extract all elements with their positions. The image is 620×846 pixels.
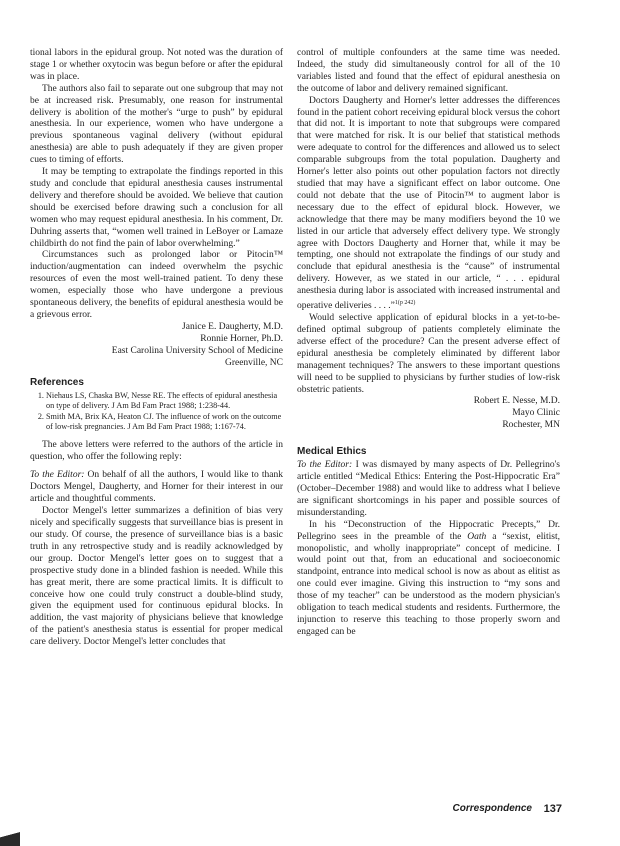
paragraph: The above letters were referred to the authors of the article in question, who offer the following reply: bbox=[30, 439, 283, 462]
paragraph: Would selective application of epidural blocks in a yet-to-be-defined optimal subgroup of patients completely eliminate the adverse effect of the procedure? Can the present adverse effect of epidural anesthesia be completely eliminated by different labor management techniques? The answers to these important questions will need to be supplied to physicians by further studies of low-risk obstetric patients. bbox=[297, 313, 560, 395]
salutation: To the Editor: bbox=[30, 470, 85, 481]
paragraph: control of multiple confounders at the same time was needed. Indeed, the study did simultaneously control for all of the 10 variables listed and found that the effect of epidural anesthesia on the outcome of labor and delivery remained significant. bbox=[297, 48, 560, 94]
references-heading: References bbox=[30, 377, 84, 389]
page-edge-shadow bbox=[0, 820, 20, 846]
section-label: Correspondence bbox=[452, 803, 532, 814]
paragraph-text: I was dismayed by many aspects of Dr. Pellegrino's article entitled “Medical Ethics: Entering the Post-Hippocratic Era” (October–December 1988) and would like to address what I believe are significant shortcomings in his paper and possible sources of misunderstanding. bbox=[297, 460, 560, 518]
paragraph-text: In his “Deconstruction of the Hippocratic Precepts,” Dr. Pellegrino sees in the preamble of the bbox=[297, 519, 560, 542]
paragraph: It may be tempting to extrapolate the findings reported in this study and conclude that epidural anesthesia causes instrumental delivery and therefore should be avoided. We believe that caution should be exercised before drawing such a conclusion for all women who may request epidural anesthesia. In his comment, Dr. Duhring asserts that, “women well trained in LeBoyer or Lamaze childbirth do not find the pain of labor overwhelming.” bbox=[30, 167, 283, 249]
paragraph bbox=[297, 520, 560, 639]
paragraph-text: a “sexist, elitist, monopolistic, and wholly inappropriate” concept of medicine. I would point out that, from an educational and socioeconomic standpoint, entrance into medical school is now as about as elitist as one could ever imagine. Giving this instruction to “my sons and those of my teacher” can be understood as the modern physician's obligation to teach medical students and residents. Furthermore, the injunction to reserve this teaching to those properly sworn and engaged can be bbox=[297, 531, 560, 637]
paragraph bbox=[297, 96, 560, 313]
paragraph bbox=[297, 460, 560, 520]
paragraph: Circumstances such as prolonged labor or Pitocin™ induction/augmentation can indeed overwhelm the psychic resources of even the most well-trained patient. To deny these women, especially those who have undergone a previous spontaneous delivery, the benefits of epidural anesthesia would be a grievous error. bbox=[30, 250, 283, 320]
left-column bbox=[30, 48, 283, 649]
paragraph-text: On behalf of all the authors, I would like to thank Doctors Mengel, Daugherty, and Horner for their interest in our article and thoughtful comments. bbox=[30, 470, 283, 505]
reference-item: 1. Niehaus LS, Chaska BW, Nesse RE. The effects of epidural anesthesia on type of delivery. J Am Bd Fam Pract 1988; 1:238-44. bbox=[46, 391, 283, 411]
author-location: Greenville, NC bbox=[224, 357, 283, 368]
author-name: Janice E. Daugherty, M.D. bbox=[182, 321, 283, 332]
citation: 1(p 242) bbox=[394, 300, 416, 307]
signature-block bbox=[30, 322, 283, 370]
paragraph bbox=[30, 470, 283, 506]
author-affiliation: East Carolina University School of Medicine bbox=[111, 345, 283, 356]
salutation: To the Editor: bbox=[297, 460, 353, 471]
signature-block bbox=[297, 396, 560, 432]
reference-item: 2. Smith MA, Brix KA, Heaton CJ. The influence of work on the outcome of low-risk pregnancies. J Am Bd Fam Pract 1988; 1:167-74. bbox=[46, 412, 283, 432]
paragraph: tional labors in the epidural group. Not noted was the duration of stage 1 or whether oxytocin was begun before or after the epidural was in place. bbox=[30, 48, 283, 82]
author-affiliation: Mayo Clinic bbox=[512, 408, 560, 419]
author-location: Rochester, MN bbox=[502, 420, 560, 431]
references-list bbox=[30, 391, 283, 431]
oath-title: Oath bbox=[467, 531, 487, 542]
page-number: 137 bbox=[543, 803, 562, 815]
paragraph-text: Doctors Daugherty and Horner's letter addresses the differences found in the patient cohort receiving epidural block versus the cohort that did not. It is important to note that subgroups were compared that were matched for risk. It is our belief that statistical methods were adequate to control for the differences and allowed us to select comparable subgroups from the total population. Daugherty and Horner's letter also points out other population factors not directly studied that may have a significant effect on labor outcome. One could not debate that the use of Pitocin™ to augment labor is necessary due to the effect of epidural block. However, we acknowledge that there may be many modifiers beyond the 10 we listed in our article that adversely effect delivery type. We strongly agree with Doctors Daugherty and Horner that, while it may be tempting, one should not extrapolate the findings of our study and conclude that epidural anesthesia is the “cause” of instrumental delivery. However, as we stated in our article, “ . . . epidural anesthesia during labor is associated with increased instrumental and operative deliveries . . . .” bbox=[297, 95, 560, 312]
section-heading: Medical Ethics bbox=[297, 446, 367, 458]
author-name: Robert E. Nesse, M.D. bbox=[473, 396, 560, 407]
right-column bbox=[297, 48, 560, 639]
paragraph: The authors also fail to separate out one subgroup that may not be at increased risk. Presumably, one reason for instrumental delivery is abolition of the mother's “urge to push” by epidural anesthesia. In our experience, women who have undergone a previous spontaneous vaginal delivery (without epidural anesthesia) are able to push adequately if they are given proper cues to timing of efforts. bbox=[30, 83, 283, 166]
paragraph: Doctor Mengel's letter summarizes a definition of bias very nicely and specifically suggests that surveillance bias is present in our study. Of course, the presence of surveillance bias is a basic truth in any retrospective study and is readily acknowledged by our group. Doctor Mengel's letter goes on to suggest that a prospective study done in a blinded fashion is needed. While this has great merit, there are some practical limits. It is difficult to conceive how one could truly construct a double-blind study, given the equipment used for continuous epidural blocks. In addition, the vast majority of physicians believe that knowledge of the patient's anesthesia status is essential for proper medical care delivery. Doctor Mengel's letter concludes that bbox=[30, 506, 283, 648]
page-footer bbox=[0, 803, 620, 817]
author-name: Ronnie Horner, Ph.D. bbox=[200, 333, 283, 344]
